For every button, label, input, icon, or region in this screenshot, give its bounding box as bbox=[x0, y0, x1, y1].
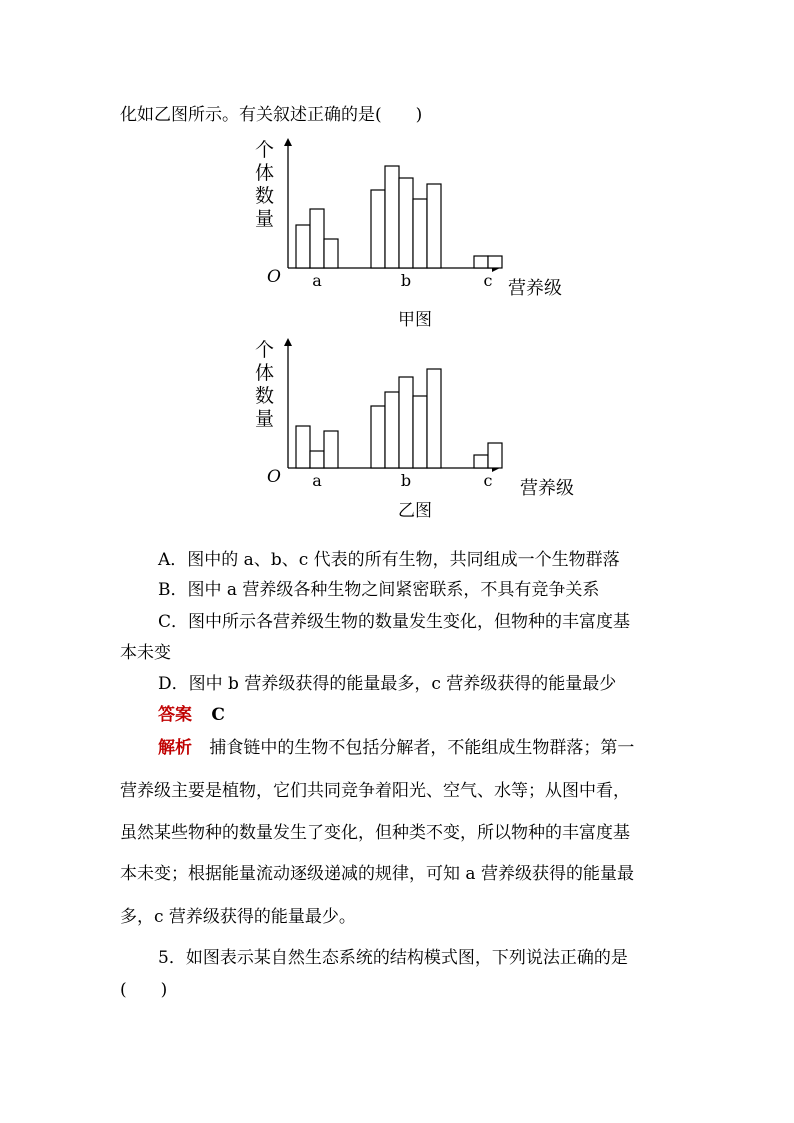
y-axis-label-char: 数 bbox=[255, 185, 275, 207]
bar-b-2 bbox=[385, 392, 399, 468]
bar-a-3 bbox=[324, 431, 338, 468]
bar-a-2 bbox=[310, 209, 324, 268]
analysis-line3: 虽然某些物种的数量发生了变化，但种类不变，所以物种的丰富度基 bbox=[120, 823, 630, 843]
bar-b-2 bbox=[385, 166, 399, 268]
bar-b-5 bbox=[427, 369, 441, 468]
bar-c-2 bbox=[488, 256, 502, 268]
tick-label-a: a bbox=[312, 471, 322, 490]
bar-b-1 bbox=[371, 406, 385, 468]
bar-a-3 bbox=[324, 239, 338, 268]
analysis-line5: 多，c 营养级获得的能量最少。 bbox=[120, 907, 356, 927]
bar-b-3 bbox=[399, 178, 413, 268]
option-d: D．图中 b 营养级获得的能量最多，c 营养级获得的能量最少 bbox=[158, 674, 617, 694]
question4-tail: 化如乙图所示。有关叙述正确的是( ) bbox=[120, 105, 423, 125]
bar-b-5 bbox=[427, 184, 441, 268]
chart-jia-caption: 甲图 bbox=[398, 310, 432, 330]
analysis-label: 解析 bbox=[158, 738, 192, 758]
bar-b-3 bbox=[399, 377, 413, 468]
bar-a-1 bbox=[296, 225, 310, 268]
bar-b-1 bbox=[371, 190, 385, 268]
tick-label-a: a bbox=[312, 271, 322, 290]
y-axis-label-char: 个 bbox=[255, 139, 275, 161]
tick-label-b: b bbox=[400, 471, 412, 490]
analysis-line4: 本未变；根据能量流动逐级递减的规律，可知 a 营养级获得的能量最 bbox=[120, 864, 634, 884]
chart-jia-svg bbox=[245, 130, 605, 330]
x-axis-label: 营养级 bbox=[520, 478, 574, 499]
analysis-line1: 捕食链中的生物不包括分解者，不能组成生物群落；第一 bbox=[209, 738, 635, 758]
bar-c-1 bbox=[474, 256, 488, 268]
option-a: A．图中的 a、b、c 代表的所有生物，共同组成一个生物群落 bbox=[158, 550, 620, 570]
origin-label: O bbox=[267, 467, 281, 487]
chart-yi-caption: 乙图 bbox=[398, 501, 432, 521]
y-axis-label-char: 体 bbox=[255, 362, 275, 384]
tick-label-c: c bbox=[483, 471, 493, 490]
bar-b-4 bbox=[413, 199, 427, 268]
y-axis-label-char: 体 bbox=[255, 162, 275, 184]
tick-label-c: c bbox=[483, 271, 493, 290]
y-axis-label-char: 量 bbox=[255, 408, 275, 430]
y-axis-label-char: 数 bbox=[255, 385, 275, 407]
answer-row bbox=[158, 700, 225, 725]
bar-b-4 bbox=[413, 396, 427, 468]
question5-line1: 5．如图表示某自然生态系统的结构模式图，下列说法正确的是 bbox=[158, 948, 628, 968]
bar-c-2 bbox=[488, 443, 502, 468]
bar-a-2 bbox=[310, 451, 324, 468]
option-c-line2: 本未变 bbox=[120, 643, 171, 663]
option-b: B．图中 a 营养级各种生物之间紧密联系，不具有竞争关系 bbox=[158, 580, 600, 600]
origin-label: O bbox=[267, 267, 281, 287]
y-axis-label-char: 个 bbox=[255, 339, 275, 361]
bar-a-1 bbox=[296, 426, 310, 468]
answer-value: C bbox=[211, 705, 225, 725]
tick-label-b: b bbox=[400, 271, 412, 290]
question5-line2: ( ) bbox=[120, 980, 168, 1000]
x-axis-label: 营养级 bbox=[508, 278, 562, 299]
option-c-line1: C．图中所示各营养级生物的数量发生变化，但物种的丰富度基 bbox=[158, 612, 631, 632]
answer-label: 答案 bbox=[158, 705, 192, 725]
analysis-line2: 营养级主要是植物，它们共同竞争着阳光、空气、水等；从图中看， bbox=[120, 781, 630, 801]
analysis-row1 bbox=[158, 733, 634, 758]
chart-jia bbox=[245, 130, 605, 330]
bar-c-1 bbox=[474, 455, 488, 468]
y-axis-label-char: 量 bbox=[255, 208, 275, 230]
y-axis-arrow bbox=[284, 338, 292, 346]
y-axis-arrow bbox=[284, 138, 292, 146]
